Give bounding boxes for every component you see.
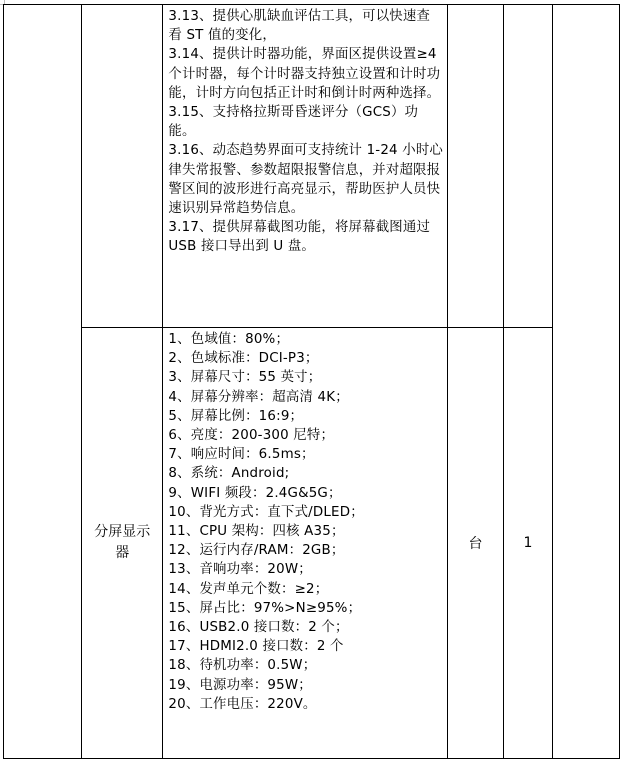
spec-line: 5、屏幕比例：16:9； bbox=[168, 408, 304, 424]
quantity-cell bbox=[503, 5, 552, 328]
spec-line: 19、电源功率：95W； bbox=[168, 677, 312, 693]
unit-cell: 台 bbox=[448, 328, 503, 759]
spec-line: 12、运行内存/RAM：2GB； bbox=[168, 543, 345, 559]
table-row bbox=[4, 328, 620, 759]
spec-line: 3、屏幕尺寸：55 英寸； bbox=[168, 370, 322, 386]
spec-line: 3.13、提供心肌缺血评估工具，可以快速查看 ST 值的变化， bbox=[168, 9, 431, 44]
spec-line: 3.17、提供屏幕截图功能，将屏幕截图通过 USB 接口导出到 U 盘。 bbox=[168, 220, 431, 255]
spec-line: 7、响应时间：6.5ms； bbox=[168, 447, 315, 463]
spec-line: 11、CPU 架构：四核 A35； bbox=[168, 524, 345, 540]
remarks-cell bbox=[553, 5, 620, 759]
spec-line: 3.16、动态趋势界面可支持统计 1-24 小时心律失常报警、参数超限报警信息，并对超限报警区间的波形进行高亮显示，帮助医护人员快速识别异常趋势信息。 bbox=[168, 143, 443, 217]
spec-line: 8、系统：Android; bbox=[168, 466, 290, 482]
spec-line: 13、音响功率：20W； bbox=[168, 562, 312, 578]
spec-cell bbox=[163, 5, 448, 328]
spec-line: 17、HDMI2.0 接口数：2 个 bbox=[168, 639, 344, 655]
spec-line: 4、屏幕分辨率：超高清 4K； bbox=[168, 389, 349, 405]
spec-line: 14、发声单元个数：≥2； bbox=[168, 581, 329, 597]
spec-cell bbox=[163, 328, 448, 759]
spec-line: 3.15、支持格拉斯哥昏迷评分（GCS）功能。 bbox=[168, 105, 419, 140]
item-name-cell: 分屏显示器 bbox=[82, 328, 163, 759]
spec-line: 15、屏占比：97%>N≥95%； bbox=[168, 600, 362, 616]
quantity-cell: 1 bbox=[503, 328, 552, 759]
spec-line: 2、色域标准：DCI-P3； bbox=[168, 351, 319, 367]
spec-line: 1、色域值：80%； bbox=[168, 332, 290, 347]
spec-line: 3.14、提供计时器功能，界面区提供设置≥4 个计时器，每个计时器支持独立设置和计时功能，计时方向包括正计时和倒计时两种选择。 bbox=[168, 47, 441, 101]
spec-line: 10、背光方式：直下式/DLED； bbox=[168, 504, 364, 520]
index-cell bbox=[4, 5, 82, 759]
table-row bbox=[4, 5, 620, 328]
spec-line: 18、待机功率：0.5W； bbox=[168, 658, 317, 674]
spec-line: 9、WIFI 频段：2.4G&5G； bbox=[168, 485, 342, 501]
procurement-spec-table bbox=[3, 4, 620, 759]
spec-line: 6、亮度：200-300 尼特； bbox=[168, 428, 335, 444]
spec-line: 16、USB2.0 接口数：2 个； bbox=[168, 620, 349, 636]
item-name-cell bbox=[82, 5, 163, 328]
spec-line: 20、工作电压：220V。 bbox=[168, 696, 317, 712]
unit-cell bbox=[448, 5, 503, 328]
